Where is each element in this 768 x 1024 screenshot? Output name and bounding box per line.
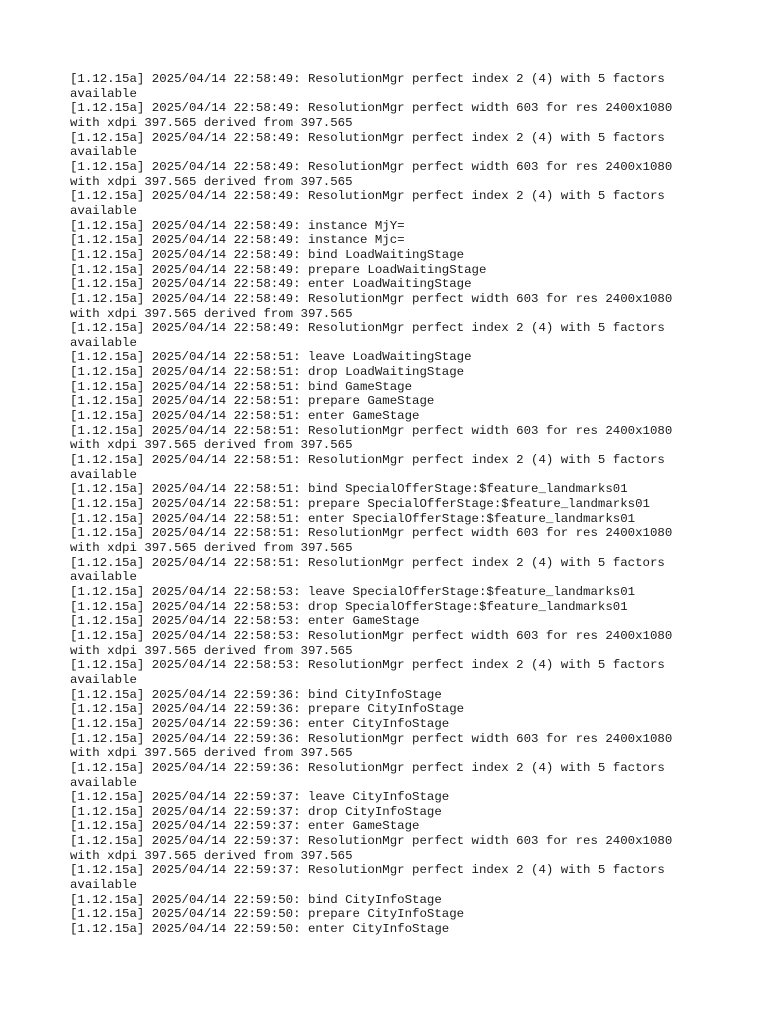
log-line: [1.12.15a] 2025/04/14 22:59:36: enter CityInfoStage: [70, 716, 450, 731]
log-line: [1.12.15a] 2025/04/14 22:58:51: leave LoadWaitingStage: [70, 350, 472, 365]
log-line: [1.12.15a] 2025/04/14 22:58:51: prepare GameStage: [70, 394, 435, 409]
log-line: [1.12.15a] 2025/04/14 22:59:37: ResolutionMgr perfect index 2 (4) with 5 factors available: [70, 863, 673, 893]
log-line: [1.12.15a] 2025/04/14 22:59:36: ResolutionMgr perfect width 603 for res 2400x1080 with xdpi 397.565 derived from 397.565: [70, 731, 680, 761]
log-line: [1.12.15a] 2025/04/14 22:58:53: ResolutionMgr perfect width 603 for res 2400x1080 with xdpi 397.565 derived from 397.565: [70, 628, 680, 658]
log-line: [1.12.15a] 2025/04/14 22:58:49: ResolutionMgr perfect index 2 (4) with 5 factors available: [70, 321, 673, 350]
log-line: [1.12.15a] 2025/04/14 22:58:49: instance Mjc=: [70, 233, 405, 248]
log-line: [1.12.15a] 2025/04/14 22:58:49: enter LoadWaitingStage: [70, 277, 472, 292]
log-line: [1.12.15a] 2025/04/14 22:58:49: ResolutionMgr perfect width 603 for res 2400x1080 with xdpi 397.565 derived from 397.565: [70, 291, 680, 321]
log-line: [1.12.15a] 2025/04/14 22:58:49: ResolutionMgr perfect index 2 (4) with 5 factors available: [70, 130, 673, 160]
log-document: [70, 72, 690, 937]
log-line: [1.12.15a] 2025/04/14 22:58:49: instance MjY=: [70, 218, 405, 233]
log-line: [1.12.15a] 2025/04/14 22:58:51: bind SpecialOfferStage:$feature_landmarks01: [70, 482, 628, 497]
log-line: [1.12.15a] 2025/04/14 22:59:36: bind CityInfoStage: [70, 687, 442, 702]
log-line: [1.12.15a] 2025/04/14 22:59:36: prepare CityInfoStage: [70, 702, 465, 717]
log-line: [1.12.15a] 2025/04/14 22:58:53: leave SpecialOfferStage:$feature_landmarks01: [70, 584, 636, 599]
log-line: [1.12.15a] 2025/04/14 22:58:49: ResolutionMgr perfect width 603 for res 2400x1080 with xdpi 397.565 derived from 397.565: [70, 159, 680, 189]
log-line: [1.12.15a] 2025/04/14 22:58:51: enter SpecialOfferStage:$feature_landmarks01: [70, 511, 636, 526]
log-line: [1.12.15a] 2025/04/14 22:59:36: ResolutionMgr perfect index 2 (4) with 5 factors available: [70, 760, 673, 790]
log-line: [1.12.15a] 2025/04/14 22:59:37: enter GameStage: [70, 819, 420, 834]
log-line: [1.12.15a] 2025/04/14 22:59:37: leave CityInfoStage: [70, 790, 450, 805]
log-line: [1.12.15a] 2025/04/14 22:58:51: bind GameStage: [70, 379, 413, 394]
log-line: [1.12.15a] 2025/04/14 22:58:49: ResolutionMgr perfect index 2 (4) with 5 factors available: [70, 189, 673, 218]
log-line: [1.12.15a] 2025/04/14 22:59:50: prepare CityInfoStage: [70, 907, 465, 922]
log-line: [1.12.15a] 2025/04/14 22:58:51: ResolutionMgr perfect width 603 for res 2400x1080 with xdpi 397.565 derived from 397.565: [70, 526, 680, 555]
log-line: [1.12.15a] 2025/04/14 22:58:49: bind LoadWaitingStage: [70, 247, 465, 262]
log-line: [1.12.15a] 2025/04/14 22:59:50: enter CityInfoStage: [70, 922, 450, 937]
log-line: [1.12.15a] 2025/04/14 22:59:37: drop CityInfoStage: [70, 804, 442, 819]
log-line: [1.12.15a] 2025/04/14 22:58:53: drop SpecialOfferStage:$feature_landmarks01: [70, 599, 628, 614]
log-line: [1.12.15a] 2025/04/14 22:58:49: prepare LoadWaitingStage: [70, 262, 487, 277]
log-line: [1.12.15a] 2025/04/14 22:58:53: ResolutionMgr perfect index 2 (4) with 5 factors available: [70, 658, 673, 687]
log-line: [1.12.15a] 2025/04/14 22:59:50: bind CityInfoStage: [70, 892, 442, 907]
log-line: [1.12.15a] 2025/04/14 22:58:51: enter GameStage: [70, 409, 420, 424]
log-line: [1.12.15a] 2025/04/14 22:58:49: ResolutionMgr perfect index 2 (4) with 5 factors available: [70, 72, 673, 101]
log-line: [1.12.15a] 2025/04/14 22:58:51: ResolutionMgr perfect width 603 for res 2400x1080 with xdpi 397.565 derived from 397.565: [70, 423, 680, 453]
log-line: [1.12.15a] 2025/04/14 22:58:51: prepare SpecialOfferStage:$feature_landmarks01: [70, 497, 650, 512]
log-line: [1.12.15a] 2025/04/14 22:59:37: ResolutionMgr perfect width 603 for res 2400x1080 with xdpi 397.565 derived from 397.565: [70, 834, 680, 863]
log-line: [1.12.15a] 2025/04/14 22:58:51: drop LoadWaitingStage: [70, 365, 465, 380]
log-line: [1.12.15a] 2025/04/14 22:58:51: ResolutionMgr perfect index 2 (4) with 5 factors available: [70, 555, 673, 585]
log-line: [1.12.15a] 2025/04/14 22:58:49: ResolutionMgr perfect width 603 for res 2400x1080 with xdpi 397.565 derived from 397.565: [70, 101, 680, 130]
log-line: [1.12.15a] 2025/04/14 22:58:53: enter GameStage: [70, 614, 420, 629]
log-line: [1.12.15a] 2025/04/14 22:58:51: ResolutionMgr perfect index 2 (4) with 5 factors available: [70, 453, 673, 482]
